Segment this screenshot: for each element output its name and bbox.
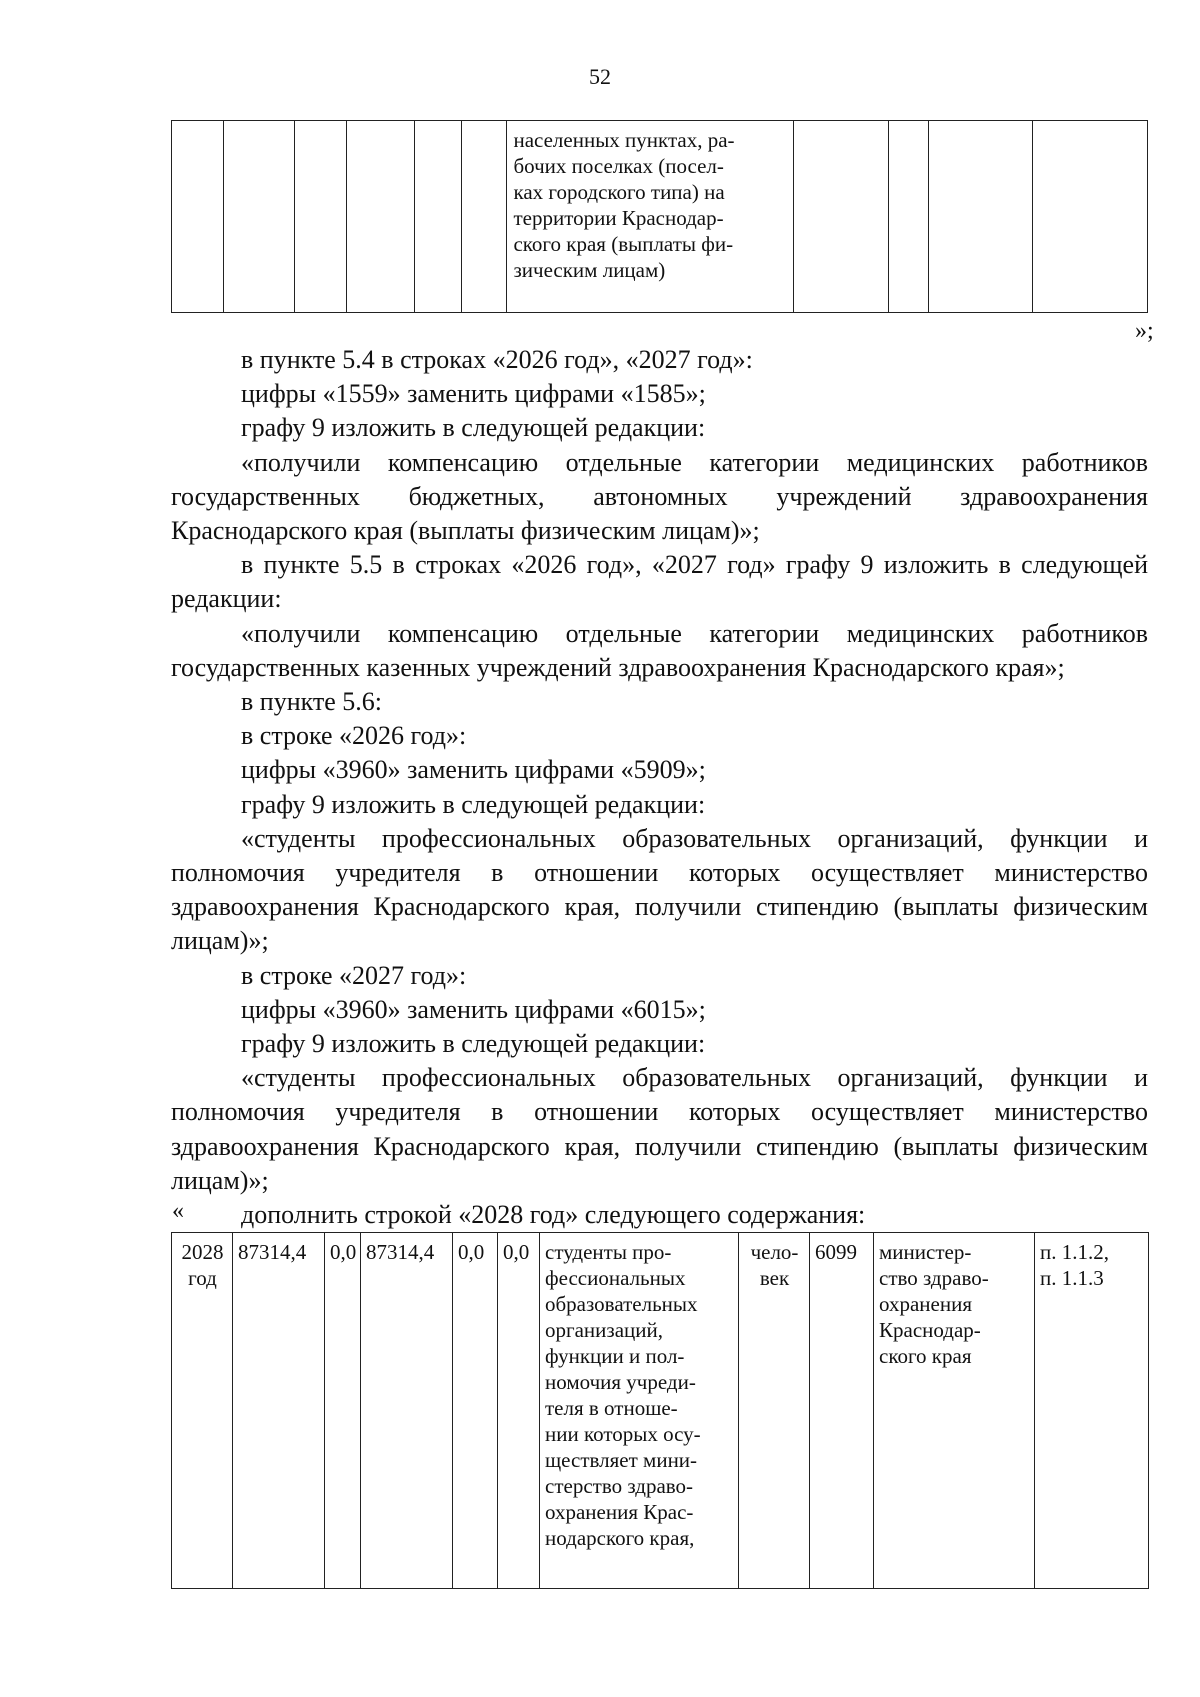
- unit-cell: [739, 1233, 810, 1589]
- empty-cell: [414, 121, 461, 313]
- text-line: студенты про-: [545, 1240, 672, 1264]
- text-line: нии которых осу-: [545, 1422, 701, 1446]
- paragraph: дополнить строкой «2028 год» следующего содержания:: [241, 1200, 866, 1230]
- text-line: ского края (выплаты фи-: [513, 232, 734, 256]
- text-line: населенных пунктах, ра-: [513, 128, 735, 152]
- text-line: охранения Крас-: [545, 1500, 694, 1524]
- paragraph: «студенты профессиональных образовательных организаций, функции и полномочия учредителя в отношении которых осуществляет министерство здравоохранения Краснодарского края, получили стипендию (выплаты физическим лицам)»;: [171, 823, 1148, 956]
- text-line: образовательных: [545, 1292, 698, 1316]
- paragraph: графу 9 изложить в следующей редакции:: [241, 413, 706, 443]
- extra-cell: 0,0: [498, 1233, 540, 1589]
- value-cell: 6099: [810, 1233, 874, 1589]
- text-line: год: [188, 1266, 217, 1290]
- text-line: ках городского типа) на: [513, 180, 725, 204]
- paragraph: цифры «3960» заменить цифрами «6015»;: [241, 994, 706, 1024]
- paragraph: цифры «3960» заменить цифрами «5909»;: [241, 755, 706, 785]
- table-row: [172, 121, 1148, 313]
- text-line: нодарского края,: [545, 1526, 695, 1550]
- paragraph: в пункте 5.5 в строках «2026 год», «2027 год» графу 9 изложить в следующей редакции:: [171, 550, 1148, 614]
- text-line: зическим лицам): [513, 258, 666, 282]
- amendment-text: [171, 343, 1148, 1232]
- federal-cell: 0,0: [325, 1233, 361, 1589]
- empty-cell: [172, 121, 224, 313]
- text-line: чело-: [750, 1240, 799, 1264]
- new-row-table: [171, 1232, 1149, 1589]
- paragraph: в пункте 5.6:: [241, 687, 383, 717]
- empty-cell: [1033, 121, 1148, 313]
- paragraph: в строке «2027 год»:: [241, 960, 467, 990]
- total-cell: 87314,4: [233, 1233, 325, 1589]
- local-cell: 0,0: [453, 1233, 498, 1589]
- text-line: фессиональных: [545, 1266, 686, 1290]
- year-cell: [172, 1233, 233, 1589]
- paragraph: в пункте 5.4 в строках «2026 год», «2027 год»:: [241, 345, 753, 374]
- paragraph: «студенты профессиональных образовательных организаций, функции и полномочия учредителя в отношении которых осуществляет министерство здравоохранения Краснодарского края, получили стипендию (выплаты физическим лицам)»;: [171, 1063, 1148, 1195]
- continuation-table: [171, 120, 1148, 313]
- text-line: функции и пол-: [545, 1344, 685, 1368]
- text-line: министер-: [879, 1240, 972, 1264]
- text-line: организаций,: [545, 1318, 663, 1342]
- paragraph: цифры «1559» заменить цифрами «1585»;: [241, 379, 706, 409]
- regional-cell: 87314,4: [361, 1233, 453, 1589]
- empty-cell: [295, 121, 346, 313]
- page-number: 52: [589, 64, 611, 89]
- executor-cell: [874, 1233, 1035, 1589]
- empty-cell: [346, 121, 414, 313]
- paragraph: в строке «2026 год»:: [241, 721, 467, 751]
- empty-cell: [888, 121, 928, 313]
- text-line: стерство здраво-: [545, 1474, 694, 1498]
- text-line: ществляет мини-: [545, 1448, 698, 1472]
- text-line: охранения: [879, 1292, 972, 1316]
- closing-quote: »;: [1135, 318, 1154, 344]
- reference-cell: [1035, 1233, 1149, 1589]
- opening-quote: «: [172, 1198, 184, 1224]
- text-line: п. 1.1.3: [1040, 1266, 1104, 1290]
- empty-cell: [929, 121, 1033, 313]
- text-line: территории Краснодар-: [513, 206, 724, 230]
- text-line: ского края: [879, 1344, 972, 1368]
- paragraph: графу 9 изложить в следующей редакции:: [241, 1029, 706, 1059]
- indicator-cell: [507, 121, 793, 313]
- text-line: Краснодар-: [879, 1318, 981, 1342]
- empty-cell: [224, 121, 295, 313]
- empty-cell: [793, 121, 888, 313]
- text-line: п. 1.1.2,: [1040, 1240, 1109, 1264]
- text-line: ство здраво-: [879, 1266, 989, 1290]
- table-row: [172, 1233, 1149, 1589]
- indicator-cell: [540, 1233, 739, 1589]
- text-line: номочия учреди-: [545, 1370, 696, 1394]
- paragraph: «получили компенсацию отдельные категории медицинских работников государственных казенных учреждений здравоохранения Краснодарского края»;: [171, 618, 1148, 682]
- paragraph: «получили компенсацию отдельные категории медицинских работников государственных бюджетных, автономных учреждений здравоохранения Краснодарского края (выплаты физическим лицам)»;: [171, 447, 1148, 546]
- paragraph: графу 9 изложить в следующей редакции:: [241, 789, 706, 819]
- text-line: 2028: [181, 1240, 224, 1264]
- text-line: теля в отноше-: [545, 1396, 678, 1420]
- text-line: бочих поселках (посел-: [513, 154, 724, 178]
- text-line: век: [759, 1266, 790, 1290]
- empty-cell: [461, 121, 507, 313]
